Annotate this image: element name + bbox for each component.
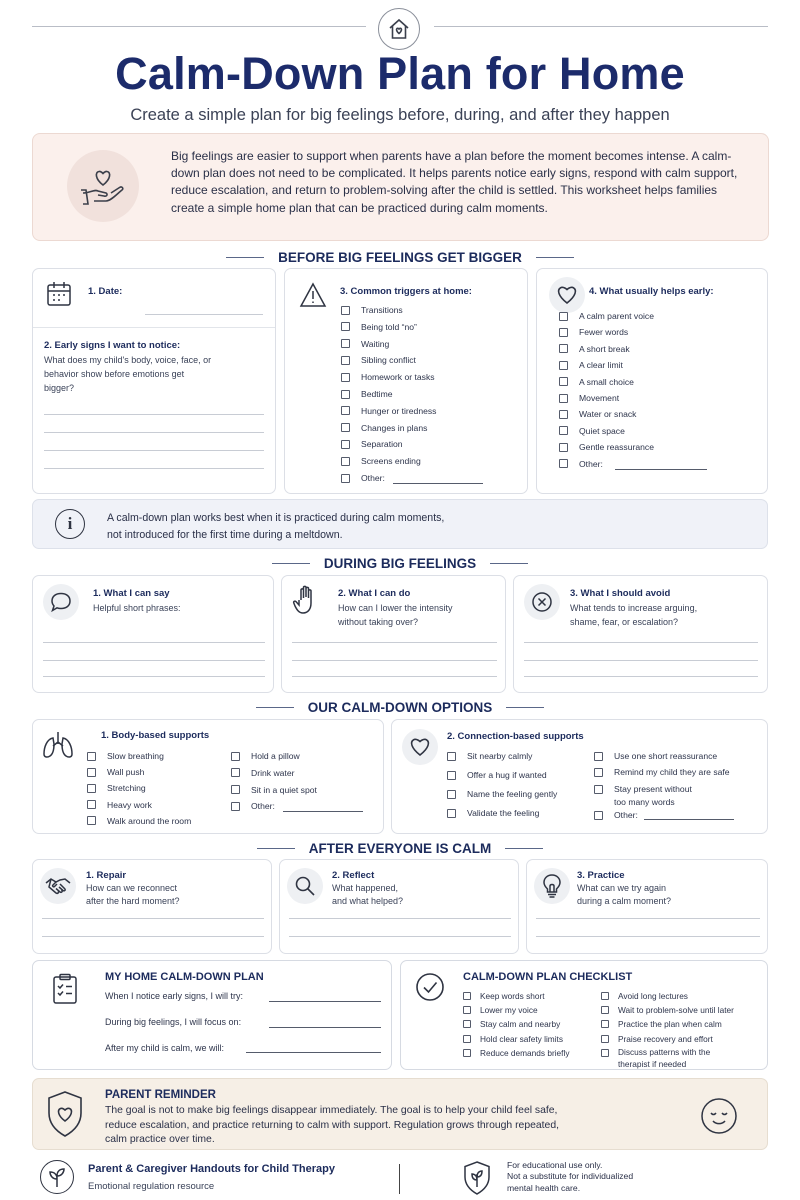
house-heart-icon: [378, 8, 420, 50]
lightbulb-icon: [534, 868, 570, 904]
warning-icon: [295, 277, 331, 313]
checklist-item[interactable]: [341, 372, 435, 382]
footer-disclaimer-line: For educational use only.: [507, 1160, 603, 1170]
footer-title: Parent & Caregiver Handouts for Child Therapy: [88, 1163, 335, 1175]
checklist-item-label: Being told “no”: [361, 321, 417, 332]
reflect-prompt-line: What happened,: [332, 883, 399, 893]
checklist-item-label: Hold clear safety limits: [480, 1033, 563, 1044]
checkbox[interactable]: [341, 390, 350, 399]
info-note-line: A calm-down plan works best when it is practiced during calm moments,: [107, 512, 445, 524]
checklist-item[interactable]: [594, 783, 692, 808]
footer-disclaimer-line: Not a substitute for individualized: [507, 1171, 634, 1182]
repair-prompt-line: after the hard moment?: [86, 896, 180, 906]
intro-text: Big feelings are easier to support when parents have a plan before the moment becomes intense. A calm-down plan does not need to be complicated. It helps parents notice early signs, respond with calm support, reduce escalation, and return to problem-solving after the child is settled. This worksheet helps families create a simple home plan that can be practiced during calm moments.: [171, 149, 738, 215]
do-prompt: [338, 601, 453, 629]
checklist-item-label: Other:: [579, 458, 603, 469]
checkbox[interactable]: [87, 768, 96, 777]
checklist-item-label: Praise recovery and effort: [618, 1033, 713, 1044]
shield-heart-icon: [45, 1089, 85, 1139]
checklist-item-line: Stay present without: [614, 784, 692, 794]
checklist-item-label: Sibling conflict: [361, 355, 416, 366]
card-date-signs: [32, 268, 276, 494]
checklist-item-label: Movement: [579, 393, 620, 403]
checkbox[interactable]: [341, 474, 350, 483]
checkbox[interactable]: [594, 785, 603, 794]
checklist-item[interactable]: [341, 473, 385, 483]
info-icon: i: [55, 509, 85, 539]
checklist-item[interactable]: [559, 327, 628, 337]
checklist-item[interactable]: [231, 768, 294, 778]
checkbox[interactable]: [341, 423, 350, 432]
checklist-item[interactable]: [601, 1005, 734, 1015]
checklist-item-label: Screens ending: [361, 456, 421, 467]
checklist-item-label: Homework or tasks: [361, 372, 435, 383]
checklist-item-label: Remind my child they are safe: [614, 767, 730, 777]
intro-panel: [32, 133, 769, 241]
checkbox[interactable]: [559, 410, 568, 419]
checklist-item[interactable]: [601, 1034, 713, 1044]
reminder-line: The goal is not to make big feelings disappear immediately. The goal is to help your child feel safe,: [105, 1105, 558, 1116]
checklist-item-label: Practice the plan when calm: [618, 1019, 722, 1030]
checklist-item-label: [614, 783, 692, 808]
write-line[interactable]: [292, 642, 497, 643]
checklist-item[interactable]: [341, 355, 416, 365]
do-prompt-line: without taking over?: [338, 617, 419, 627]
connection-supports-label: 2. Connection-based supports: [447, 731, 584, 742]
handshake-icon: [40, 868, 76, 904]
lungs-icon: [41, 730, 75, 760]
checklist-item-label: Validate the feeling: [467, 808, 540, 818]
write-line[interactable]: [289, 936, 511, 937]
checkbox[interactable]: [559, 426, 568, 435]
checkbox[interactable]: [231, 768, 240, 777]
heading-rule: [490, 563, 528, 564]
checklist-item[interactable]: [341, 456, 421, 466]
write-line[interactable]: [536, 918, 760, 919]
check-circle-icon: [414, 971, 446, 1003]
card-what-to-avoid: [513, 575, 768, 693]
section-options-heading: [0, 700, 800, 715]
footer-disclaimer-line: mental health care.: [507, 1182, 581, 1193]
checklist-item-label: Hold a pillow: [251, 751, 300, 761]
checkbox[interactable]: [559, 361, 568, 370]
reflect-prompt: [332, 882, 403, 908]
checkbox[interactable]: [447, 771, 456, 780]
checklist-item-label: Walk around the room: [107, 815, 192, 826]
checklist-item-label: Name the feeling gently: [467, 789, 558, 799]
repair-prompt: [86, 882, 180, 908]
write-line[interactable]: [42, 918, 264, 919]
write-line[interactable]: [292, 660, 497, 661]
section-before-heading: [0, 250, 800, 265]
checklist-item[interactable]: [559, 393, 619, 403]
checkbox[interactable]: [447, 752, 456, 761]
checkbox[interactable]: [463, 1006, 471, 1014]
shield-leaf-icon: [462, 1160, 492, 1196]
checklist-heading: CALM-DOWN PLAN CHECKLIST: [463, 971, 633, 983]
section-before-title: BEFORE BIG FEELINGS GET BIGGER: [278, 250, 522, 265]
plan-line-after: After my child is calm, we will:: [105, 1043, 225, 1053]
calendar-icon: [45, 280, 73, 308]
plan-write-line[interactable]: [246, 1052, 381, 1053]
card-helps: [536, 268, 768, 494]
checklist-item-label: Stay calm and nearby: [480, 1019, 561, 1030]
checklist-item-label: Stretching: [107, 783, 146, 794]
checkbox[interactable]: [447, 790, 456, 799]
checklist-item-label: Separation: [361, 439, 403, 450]
checklist-item[interactable]: [559, 426, 625, 436]
write-line[interactable]: [42, 936, 264, 937]
section-during-title: DURING BIG FEELINGS: [323, 556, 477, 571]
repair-prompt-line: How can we reconnect: [86, 883, 178, 893]
speech-bubble-icon: [43, 584, 79, 620]
checklist-item-line: Discuss patterns with the: [618, 1047, 711, 1057]
checkbox[interactable]: [231, 802, 240, 811]
checkbox[interactable]: [601, 1006, 609, 1014]
footer-disclaimer: [507, 1160, 633, 1194]
checklist-item-label: Hunger or tiredness: [361, 405, 437, 416]
checklist-item[interactable]: [341, 322, 417, 332]
checklist-item-label: Changes in plans: [361, 422, 428, 433]
checklist-item-label: Other:: [614, 810, 638, 820]
checklist-item[interactable]: [559, 344, 630, 354]
checkbox[interactable]: [559, 394, 568, 403]
helps-label: 4. What usually helps early:: [589, 286, 714, 297]
write-line[interactable]: [43, 660, 265, 661]
heading-rule: [226, 257, 264, 258]
section-options-title: OUR CALM-DOWN OPTIONS: [307, 700, 493, 715]
checklist-item-label: Offer a hug if wanted: [467, 770, 547, 780]
write-line[interactable]: [43, 676, 265, 677]
plant-icon: [40, 1160, 74, 1194]
checkbox[interactable]: [341, 339, 350, 348]
checklist-item[interactable]: [559, 442, 654, 452]
header-rule-right: [434, 26, 768, 27]
checkbox[interactable]: [341, 356, 350, 365]
checklist-item-label: Transitions: [361, 305, 403, 315]
checkbox[interactable]: [559, 443, 568, 452]
checklist-item-label: A calm parent voice: [579, 311, 654, 321]
card-plan-checklist: [400, 960, 768, 1070]
checkbox[interactable]: [341, 406, 350, 415]
checkbox[interactable]: [559, 377, 568, 386]
checklist-item-label: Use one short reassurance: [614, 751, 718, 761]
checklist-item[interactable]: [594, 810, 638, 820]
write-line[interactable]: [44, 450, 264, 451]
checkbox[interactable]: [594, 752, 603, 761]
body-other-line[interactable]: [283, 811, 363, 812]
heading-rule: [536, 257, 574, 258]
checklist-item[interactable]: [463, 1034, 563, 1044]
heart-icon: [402, 729, 438, 765]
checklist-item[interactable]: [559, 459, 603, 469]
checklist-item-label: Lower my voice: [480, 1005, 538, 1016]
home-plan-heading: MY HOME CALM-DOWN PLAN: [105, 971, 264, 983]
checkbox[interactable]: [601, 1035, 609, 1043]
checklist-item[interactable]: [87, 767, 144, 777]
hand-icon: [292, 584, 322, 616]
avoid-prompt-line: What tends to increase arguing,: [570, 603, 698, 613]
checklist-item[interactable]: [341, 439, 403, 449]
info-note-line: not introduced for the first time during a meltdown.: [107, 529, 343, 541]
checklist-item-label: Sit in a quiet spot: [251, 784, 317, 795]
checkbox[interactable]: [463, 1035, 471, 1043]
practice-prompt: [577, 882, 671, 908]
repair-label: 1. Repair: [86, 870, 127, 881]
write-line[interactable]: [44, 468, 264, 469]
parent-reminder-panel: [32, 1078, 768, 1150]
checklist-item[interactable]: [447, 751, 532, 761]
checkbox[interactable]: [559, 312, 568, 321]
checklist-item[interactable]: [231, 785, 317, 795]
checklist-item-label: Reduce demands briefly: [480, 1047, 570, 1058]
checkbox[interactable]: [341, 457, 350, 466]
early-signs-prompt: What does my child's body, voice, face, or behavior show before emotions get bigger?: [44, 355, 212, 393]
practice-label: 3. Practice: [577, 870, 625, 881]
checklist-item-label: A clear limit: [579, 360, 623, 371]
card-divider: [33, 327, 275, 328]
heading-rule: [505, 848, 543, 849]
checkbox[interactable]: [559, 459, 568, 468]
checklist-item[interactable]: [87, 783, 146, 793]
header-rule-left: [32, 26, 366, 27]
checklist-item[interactable]: [594, 767, 730, 777]
info-note-text: [107, 510, 444, 544]
heading-rule: [256, 707, 294, 708]
checklist-item-label: Heavy work: [107, 799, 152, 810]
reminder-line: reduce escalation, and practice returning to calm with support. Regulation grows through repeated,: [105, 1119, 559, 1131]
say-label: 1. What I can say: [93, 588, 170, 599]
checklist-item[interactable]: [559, 377, 634, 387]
card-what-i-can-do: [281, 575, 506, 693]
reminder-heading: PARENT REMINDER: [105, 1089, 216, 1101]
heading-rule: [272, 563, 310, 564]
checklist-item-label: A small choice: [579, 376, 634, 387]
checkbox[interactable]: [601, 1020, 609, 1028]
checkbox[interactable]: [463, 1020, 471, 1028]
checkbox[interactable]: [447, 809, 456, 818]
checklist-item-line: therapist if needed: [618, 1058, 687, 1069]
write-line[interactable]: [536, 936, 760, 937]
checkbox[interactable]: [594, 811, 603, 820]
page-subtitle: Create a simple plan for big feelings before, during, and after they happen: [130, 106, 670, 124]
checkbox[interactable]: [87, 752, 96, 761]
checklist-item[interactable]: [341, 305, 403, 315]
checklist-item-label: Other:: [251, 801, 275, 812]
reflect-prompt-line: and what helped?: [332, 896, 404, 906]
do-prompt-line: How can I lower the intensity: [338, 603, 453, 613]
checklist-item[interactable]: [463, 991, 545, 1001]
avoid-label: 3. What I should avoid: [570, 588, 671, 599]
practice-prompt-line: What can we try again: [577, 883, 667, 893]
checkbox[interactable]: [231, 785, 240, 794]
checkbox[interactable]: [231, 752, 240, 761]
checklist-item-label: Quiet space: [579, 425, 625, 436]
checklist-item-label: [618, 1047, 710, 1070]
checkbox[interactable]: [341, 306, 350, 315]
checklist-item-label: Water or snack: [579, 409, 637, 420]
info-note: [32, 499, 768, 549]
checklist-item[interactable]: [231, 751, 300, 761]
checklist-item-label: Drink water: [251, 767, 295, 778]
date-write-line[interactable]: [145, 314, 263, 315]
checklist-item[interactable]: [463, 1048, 569, 1058]
reminder-text: [105, 1104, 559, 1148]
card-home-plan: [32, 960, 392, 1070]
checkbox[interactable]: [559, 344, 568, 353]
write-line[interactable]: [43, 642, 265, 643]
checklist-item-label: Fewer words: [579, 327, 629, 338]
checklist-item-label: A short break: [579, 343, 630, 354]
checklist-item[interactable]: [559, 409, 636, 419]
avoid-prompt: [570, 601, 697, 629]
checklist-item[interactable]: [341, 406, 436, 416]
checklist-item[interactable]: [594, 751, 717, 761]
plan-line-during: During big feelings, I will focus on:: [105, 1017, 242, 1027]
checklist-item[interactable]: [87, 816, 191, 826]
plan-write-line[interactable]: [269, 1001, 381, 1002]
checkbox[interactable]: [87, 784, 96, 793]
checklist-item-label: Wait to problem-solve until later: [618, 1005, 734, 1016]
checkbox[interactable]: [341, 322, 350, 331]
connection-other-line[interactable]: [644, 819, 734, 820]
page-title: Calm-Down Plan for Home: [115, 48, 685, 99]
card-repair: [32, 859, 272, 954]
card-triggers: [284, 268, 528, 494]
checklist-item[interactable]: [559, 360, 623, 370]
heart-icon: [549, 277, 585, 313]
checkbox[interactable]: [87, 800, 96, 809]
practice-prompt-line: during a calm moment?: [577, 896, 672, 906]
checkbox[interactable]: [341, 373, 350, 382]
footer-divider: [399, 1164, 400, 1194]
checkbox[interactable]: [559, 328, 568, 337]
heading-rule: [506, 707, 544, 708]
checklist-item[interactable]: [341, 423, 427, 433]
write-line[interactable]: [44, 432, 264, 433]
write-line[interactable]: [524, 676, 758, 677]
section-after-heading: [0, 841, 800, 856]
card-what-i-can-say: [32, 575, 274, 693]
checklist-item-label: Slow breathing: [107, 751, 164, 761]
x-circle-icon: [524, 584, 560, 620]
checklist-item[interactable]: [341, 389, 393, 399]
date-label: 1. Date:: [88, 286, 123, 297]
checklist-item-label: Waiting: [361, 338, 390, 349]
checkbox[interactable]: [463, 992, 471, 1000]
reflect-label: 2. Reflect: [332, 870, 375, 881]
plan-write-line[interactable]: [269, 1027, 381, 1028]
clipboard-icon: [51, 973, 79, 1005]
helps-other-line[interactable]: [615, 469, 707, 470]
checklist-item[interactable]: [601, 991, 688, 1001]
checklist-item-label: Avoid long lectures: [618, 991, 688, 1001]
checklist-item[interactable]: [87, 751, 164, 761]
checklist-item-label: Gentle reassurance: [579, 442, 654, 453]
do-label: 2. What I can do: [338, 588, 411, 599]
section-during-heading: [0, 556, 800, 571]
card-practice: [526, 859, 768, 954]
checkbox[interactable]: [601, 992, 609, 1000]
checklist-item[interactable]: [87, 800, 152, 810]
checklist-item[interactable]: [463, 1019, 560, 1029]
reminder-line: calm practice over time.: [105, 1134, 215, 1145]
heart-hand-icon: [67, 150, 139, 222]
checklist-item-label: Sit nearby calmly: [467, 751, 533, 761]
card-connection-supports: [391, 719, 768, 834]
checklist-item-label: Wall push: [107, 767, 145, 778]
checklist-item[interactable]: [559, 311, 654, 321]
avoid-prompt-line: shame, fear, or escalation?: [570, 617, 679, 627]
checkbox[interactable]: [601, 1049, 609, 1057]
footer-subtitle: Emotional regulation resource: [88, 1181, 215, 1192]
calm-face-icon: [699, 1096, 739, 1136]
checklist-item[interactable]: [447, 770, 547, 780]
body-supports-label: 1. Body-based supports: [101, 730, 210, 741]
write-line[interactable]: [524, 660, 758, 661]
checklist-item-label: Bedtime: [361, 389, 393, 399]
card-body-supports: [32, 719, 384, 834]
checklist-item-label: Keep words short: [480, 991, 545, 1001]
checklist-item[interactable]: [341, 339, 389, 349]
checklist-item[interactable]: [447, 808, 539, 818]
write-line[interactable]: [44, 414, 264, 415]
checkbox[interactable]: [87, 816, 96, 825]
triggers-other-line[interactable]: [393, 483, 483, 484]
say-prompt: Helpful short phrases:: [93, 603, 181, 613]
checkbox[interactable]: [463, 1049, 471, 1057]
write-line[interactable]: [524, 642, 758, 643]
checklist-item[interactable]: [601, 1047, 710, 1070]
checkbox[interactable]: [594, 768, 603, 777]
plan-line-early: When I notice early signs, I will try:: [105, 991, 244, 1001]
checklist-item-label: Other:: [361, 473, 385, 483]
write-line[interactable]: [289, 918, 511, 919]
card-reflect: [279, 859, 519, 954]
magnifier-icon: [287, 868, 323, 904]
checkbox[interactable]: [341, 440, 350, 449]
triggers-label: 3. Common triggers at home:: [340, 286, 472, 297]
checklist-item[interactable]: [447, 789, 557, 799]
write-line[interactable]: [292, 676, 497, 677]
checklist-item[interactable]: [601, 1019, 722, 1029]
checklist-item[interactable]: [463, 1005, 538, 1015]
early-signs-label: 2. Early signs I want to notice:: [44, 340, 181, 351]
section-after-title: AFTER EVERYONE IS CALM: [308, 841, 492, 856]
heading-rule: [257, 848, 295, 849]
checklist-item-line: too many words: [614, 796, 675, 807]
checklist-item[interactable]: [231, 801, 275, 811]
